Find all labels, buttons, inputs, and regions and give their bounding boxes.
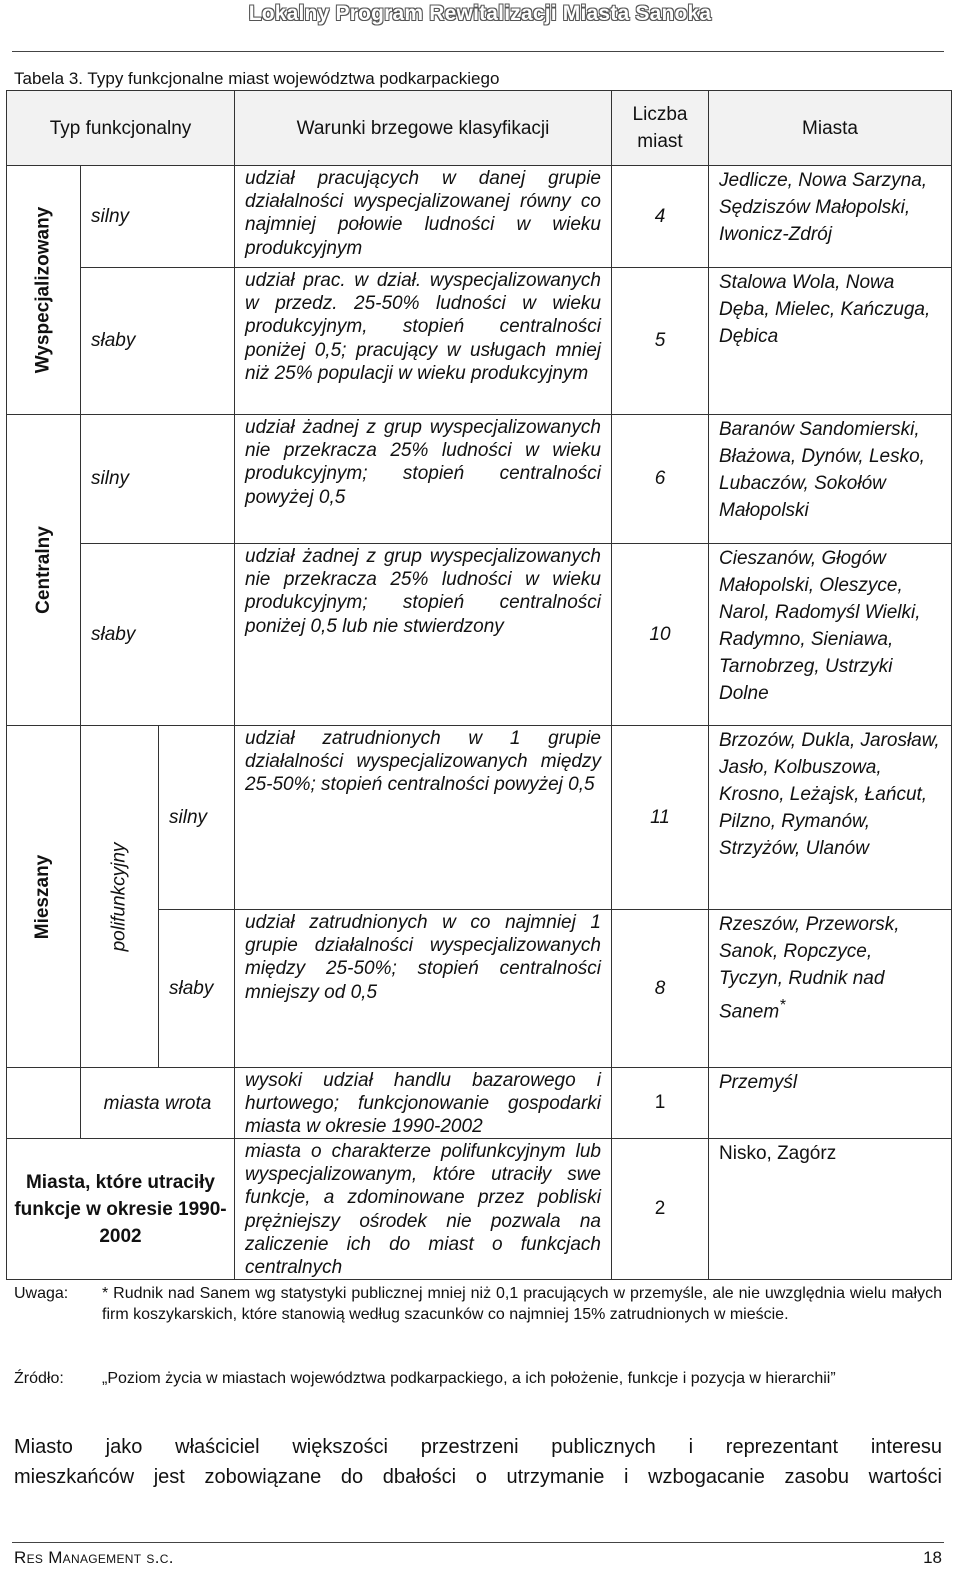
col-header-count-line1: Liczba: [632, 104, 688, 125]
row-5-count: 11: [611, 725, 709, 910]
row-6-conditions: udział zatrudnionych w co najmniej 1 grupie działalności wyspecjalizowanych między 25-50%; stopień centralności mniejszy od 0,5: [234, 909, 612, 1068]
row-7-blank-cell: [6, 1067, 81, 1139]
group-wyspecjalizowany: [6, 165, 81, 415]
row-2-count: 5: [611, 267, 709, 415]
row-5-conditions: udział zatrudnionych w 1 grupie działalności wyspecjalizowanych między 25-50%; stopień centralności powyżej 0,5: [234, 725, 612, 910]
row-7-count: 1: [611, 1067, 709, 1139]
footer-company: Res Management s.c.: [14, 1548, 174, 1567]
row-3-label: silny: [80, 414, 235, 544]
source-label: Źródło:: [14, 1370, 64, 1387]
row-8-conditions: miasta o charakterze polifunkcyjnym lub wyspecjalizowanym, które utraciły swe funkcje, a zdominowane przez pobliski prężniejszy ośrodek nie pozwala na zaliczenie ich do miast o funkcjach centralnych: [234, 1138, 612, 1280]
row-4-count: 10: [611, 543, 709, 726]
row-8-cities: Nisko, Zagórz: [708, 1138, 952, 1280]
header-divider: [12, 51, 944, 52]
group-wyspecjalizowany-label: Wyspecjalizowany: [32, 206, 54, 374]
row-3-cities: Baranów Sandomierski, Błażowa, Dynów, Lesko, Lubaczów, Sokołów Małopolski: [708, 414, 952, 544]
note-text: * Rudnik nad Sanem wg statystyki publicznej mniej niż 0,1 pracujących w przemyśle, ale nie uwzględnia wielu małych firm koszykarskich, które stanowią według szacunków co najmniej 15% zatrudnionych w mieście.: [102, 1285, 942, 1323]
col-header-count: [611, 90, 709, 166]
page-header-title: Lokalny Program Rewitalizacji Miasta Sanoka: [248, 2, 712, 25]
row-2-label: słaby: [80, 267, 235, 415]
row-5-label: silny: [158, 725, 235, 910]
group-mieszany: [6, 725, 81, 1068]
row-4-cities: Cieszanów, Głogów Małopolski, Oleszyce, Narol, Radomyśl Wielki, Radymno, Sieniawa, Tarnobrzeg, Ustrzyki Dolne: [708, 543, 952, 726]
row-5-cities: Brzozów, Dukla, Jarosław, Jasło, Kolbuszowa, Krosno, Leżajsk, Łańcut, Pilzno, Rymanów, Strzyżów, Ulanów: [708, 725, 952, 910]
row-4-label: słaby: [80, 543, 235, 726]
table-caption: Tabela 3. Typy funkcjonalne miast województwa podkarpackiego: [14, 69, 500, 88]
table-note: [14, 1283, 944, 1347]
row-3-count: 6: [611, 414, 709, 544]
functional-types-table: [6, 90, 952, 1280]
group-centralny-label: Centralny: [32, 526, 54, 614]
row-6-cities: [708, 909, 952, 1068]
table-source: [14, 1368, 944, 1412]
row-8-label: Miasta, które utraciły funkcje w okresie 1990-2002: [6, 1138, 235, 1280]
row-1-label: silny: [80, 165, 235, 268]
row-1-cities: Jedlicze, Nowa Sarzyna, Sędziszów Małopolski, Iwonicz-Zdrój: [708, 165, 952, 268]
col-header-cities: Miasta: [708, 90, 952, 166]
group-polifunkcyjny-label: polifunkcyjny: [108, 842, 130, 951]
row-8-count: 2: [611, 1138, 709, 1280]
row-3-conditions: udział żadnej z grup wyspecjalizowanych nie przekracza 25% ludności w wieku produkcyjnym; stopień centralności powyżej 0,5: [234, 414, 612, 544]
row-7-conditions: wysoki udział handlu bazarowego i hurtowego; funkcjonowanie gospodarki miasta w okresie 1990-2002: [234, 1067, 612, 1139]
row-4-conditions: udział żadnej z grup wyspecjalizowanych nie przekracza 25% ludności w wieku produkcyjnym; stopień centralności poniżej 0,5 lub nie stwierdzony: [234, 543, 612, 726]
row-6-cities-footnote-mark: *: [779, 997, 786, 1014]
row-6-count: 8: [611, 909, 709, 1068]
group-mieszany-label: Mieszany: [32, 854, 54, 939]
row-2-cities: Stalowa Wola, Nowa Dęba, Mielec, Kańczuga, Dębica: [708, 267, 952, 415]
row-7-label: miasta wrota: [80, 1067, 235, 1139]
footer-page-number: 18: [923, 1548, 942, 1567]
group-polifunkcyjny: [80, 725, 159, 1068]
body-paragraph-line-1: Miasto jako właściciel większości przestrzeni publicznych i reprezentant interesu: [14, 1436, 942, 1458]
body-paragraph-line-2: mieszkańców jest zobowiązane do dbałości o utrzymanie i wzbogacanie zasobu wartości: [14, 1466, 942, 1488]
row-1-conditions: udział pracujących w danej grupie działalności wyspecjalizowanej równy co najmniej połowie ludności w wieku produkcyjnym: [234, 165, 612, 268]
note-label: Uwaga:: [14, 1285, 69, 1302]
source-text: „Poziom życia w miastach województwa podkarpackiego, a ich położenie, funkcje i pozycja w hierarchii”: [102, 1370, 836, 1387]
col-header-count-line2: miast: [637, 131, 683, 152]
row-7-cities: Przemyśl: [708, 1067, 952, 1139]
group-centralny: [6, 414, 81, 726]
row-1-count: 4: [611, 165, 709, 268]
row-2-conditions: udział prac. w dział. wyspecjalizowanych w przedz. 25-50% ludności w wieku produkcyjnym, stopień centralności poniżej 0,5; pracujący w usługach mniej niż 25% populacji w wieku produkcyjnym: [234, 267, 612, 415]
row-6-cities-text: Rzeszów, Przeworsk, Sanok, Ropczyce, Tyczyn, Rudnik nad Sanem: [719, 914, 900, 1023]
footer-divider: [12, 1542, 944, 1543]
col-header-type: Typ funkcjonalny: [6, 90, 235, 166]
row-6-label: słaby: [158, 909, 235, 1068]
col-header-conditions: Warunki brzegowe klasyfikacji: [234, 90, 612, 166]
